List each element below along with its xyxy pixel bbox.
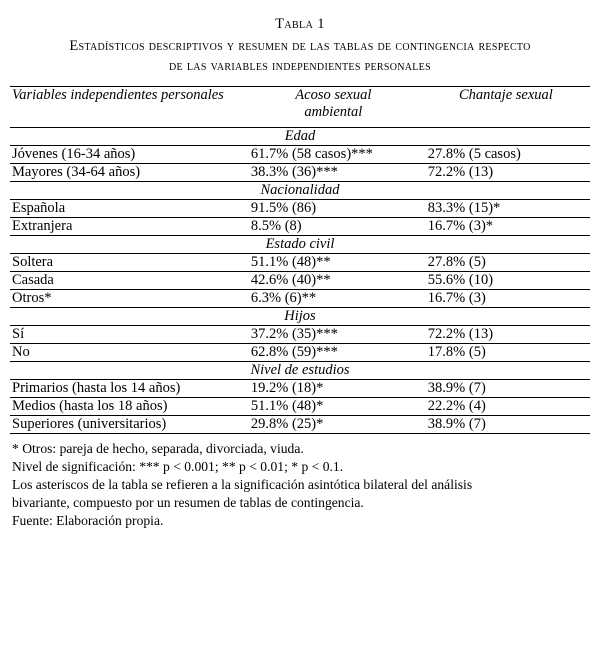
table-row bbox=[10, 398, 590, 416]
row-value-chantaje: 27.8% (5) bbox=[422, 254, 590, 272]
table-header-row bbox=[10, 87, 590, 121]
table-row bbox=[10, 146, 590, 164]
table-row bbox=[10, 416, 590, 434]
section-title: Estado civil bbox=[10, 236, 590, 254]
row-value-ambiental: 42.6% (40)** bbox=[245, 272, 422, 290]
row-label: Casada bbox=[10, 272, 245, 290]
header-variables: Variables independientes personales bbox=[12, 87, 224, 104]
note-line-5: Fuente: Elaboración propia. bbox=[12, 512, 164, 528]
table-caption bbox=[10, 37, 590, 76]
row-label: Sí bbox=[10, 326, 245, 344]
table-row bbox=[10, 218, 590, 236]
row-value-ambiental: 6.3% (6)** bbox=[245, 290, 422, 308]
row-value-chantaje: 17.8% (5) bbox=[422, 344, 590, 362]
header-chantaje-sexual: Chantaje sexual bbox=[458, 87, 553, 104]
table-row bbox=[10, 380, 590, 398]
section-header-nivel-estudios bbox=[10, 362, 590, 380]
table-notes bbox=[10, 434, 590, 530]
table-row bbox=[10, 254, 590, 272]
row-value-chantaje: 55.6% (10) bbox=[422, 272, 590, 290]
note-line-2: Nivel de significación: *** p < 0.001; ** p < 0.01; * p < 0.1. bbox=[12, 459, 344, 475]
table-row bbox=[10, 326, 590, 344]
table-caption-line-2: de las variables independientes personales bbox=[169, 57, 431, 74]
header-acoso-sexual-ambiental bbox=[245, 87, 422, 121]
row-label: Otros* bbox=[10, 290, 245, 308]
row-value-ambiental: 8.5% (8) bbox=[245, 218, 422, 236]
table-row bbox=[10, 200, 590, 218]
section-title: Nivel de estudios bbox=[10, 362, 590, 380]
row-value-chantaje: 27.8% (5 casos) bbox=[422, 146, 590, 164]
row-value-ambiental: 51.1% (48)** bbox=[245, 254, 422, 272]
note-line-3: Los asteriscos de la tabla se refieren a la significación asintótica bilateral del análisis bbox=[12, 477, 473, 492]
row-value-ambiental: 38.3% (36)*** bbox=[245, 164, 422, 182]
table-row bbox=[10, 290, 590, 308]
row-value-chantaje: 72.2% (13) bbox=[422, 164, 590, 182]
row-label: Jóvenes (16-34 años) bbox=[10, 146, 245, 164]
row-value-ambiental: 61.7% (58 casos)*** bbox=[245, 146, 422, 164]
row-value-ambiental: 62.8% (59)*** bbox=[245, 344, 422, 362]
row-value-ambiental: 91.5% (86) bbox=[245, 200, 422, 218]
row-label: Mayores (34-64 años) bbox=[10, 164, 245, 182]
note-line-4: bivariante, compuesto por un resumen de tablas de contingencia. bbox=[12, 494, 364, 510]
table-row bbox=[10, 272, 590, 290]
row-label: Medios (hasta los 18 años) bbox=[10, 398, 245, 416]
contingency-table bbox=[10, 86, 590, 434]
section-header-estado-civil bbox=[10, 236, 590, 254]
row-label: Española bbox=[10, 200, 245, 218]
row-label: Extranjera bbox=[10, 218, 245, 236]
section-title: Hijos bbox=[10, 308, 590, 326]
section-header-nacionalidad bbox=[10, 182, 590, 200]
row-value-ambiental: 29.8% (25)* bbox=[245, 416, 422, 434]
section-header-edad bbox=[10, 128, 590, 146]
row-label: Superiores (universitarios) bbox=[10, 416, 245, 434]
section-title: Edad bbox=[284, 128, 316, 145]
row-value-ambiental: 19.2% (18)* bbox=[245, 380, 422, 398]
table-row bbox=[10, 344, 590, 362]
row-value-chantaje: 83.3% (15)* bbox=[422, 200, 590, 218]
row-value-chantaje: 22.2% (4) bbox=[422, 398, 590, 416]
row-value-chantaje: 16.7% (3)* bbox=[422, 218, 590, 236]
note-line-1: * Otros: pareja de hecho, separada, divorciada, viuda. bbox=[12, 441, 304, 457]
row-value-chantaje: 38.9% (7) bbox=[422, 380, 590, 398]
section-title: Nacionalidad bbox=[10, 182, 590, 200]
header-acoso-line-2: ambiental bbox=[304, 104, 363, 121]
header-acoso-line-1: Acoso sexual bbox=[295, 87, 372, 104]
table-caption-line-1: Estadísticos descriptivos y resumen de las tablas de contingencia respecto bbox=[69, 38, 531, 54]
row-value-chantaje: 72.2% (13) bbox=[422, 326, 590, 344]
row-value-chantaje: 38.9% (7) bbox=[422, 416, 590, 434]
table-number: Tabla 1 bbox=[275, 16, 325, 32]
row-value-ambiental: 51.1% (48)* bbox=[245, 398, 422, 416]
table-row bbox=[10, 164, 590, 182]
section-header-hijos bbox=[10, 308, 590, 326]
row-label: Soltera bbox=[10, 254, 245, 272]
row-label: Primarios (hasta los 14 años) bbox=[10, 380, 245, 398]
row-value-chantaje: 16.7% (3) bbox=[422, 290, 590, 308]
row-label: No bbox=[10, 344, 245, 362]
row-value-ambiental: 37.2% (35)*** bbox=[245, 326, 422, 344]
